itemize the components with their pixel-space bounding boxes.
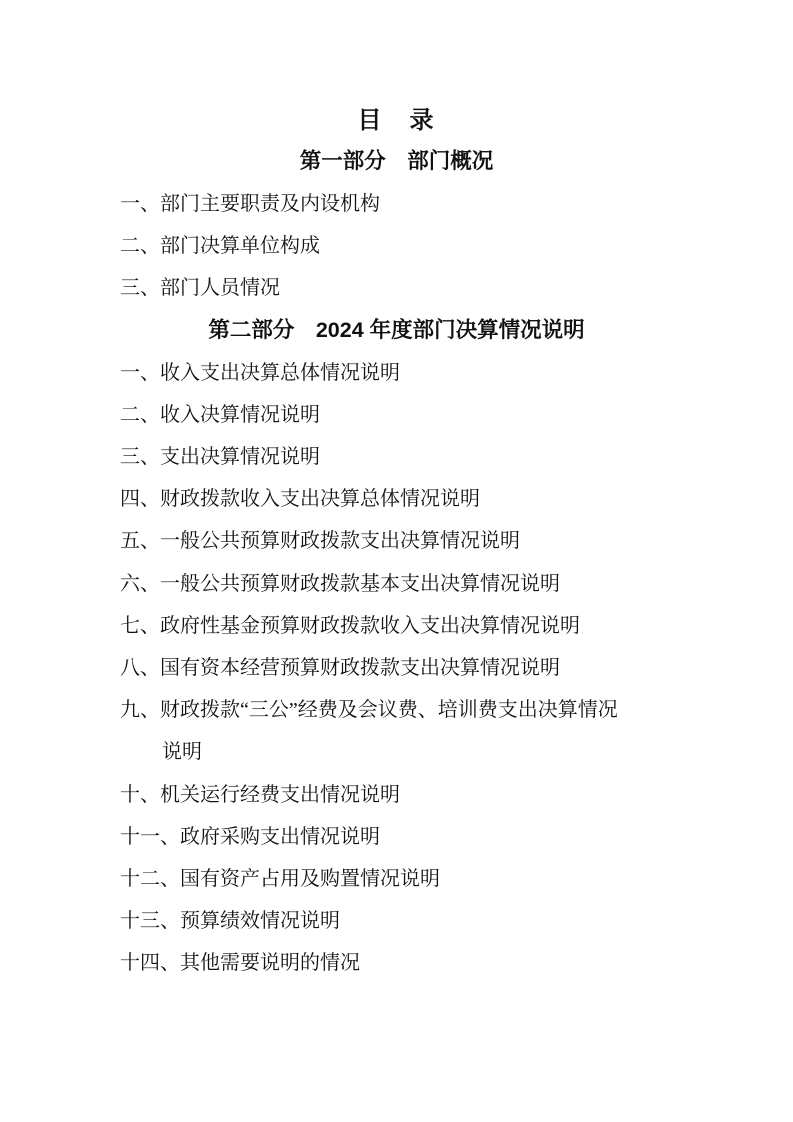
toc-item-part1-3: 三、部门人员情况	[120, 277, 280, 300]
toc-item-part2-14: 十四、其他需要说明的情况	[120, 952, 360, 975]
toc-item-part2-9-continuation: 说明	[162, 741, 202, 764]
toc-item-part1-2: 二、部门决算单位构成	[120, 235, 320, 258]
toc-item-part1-1: 一、部门主要职责及内设机构	[120, 192, 380, 215]
toc-title: 目 录	[357, 106, 436, 134]
toc-item-part2-6: 六、一般公共预算财政拨款基本支出决算情况说明	[120, 572, 560, 595]
toc-item-part2-7: 七、政府性基金预算财政拨款收入支出决算情况说明	[120, 614, 580, 637]
toc-item-part2-12: 十二、国有资产占用及购置情况说明	[120, 867, 440, 890]
part2-heading: 第二部分 2024 年度部门决算情况说明	[208, 317, 585, 342]
toc-item-part2-5: 五、一般公共预算财政拨款支出决算情况说明	[120, 530, 520, 553]
toc-item-part2-1: 一、收入支出决算总体情况说明	[120, 361, 400, 384]
toc-item-part2-9: 九、财政拨款“三公”经费及会议费、培训费支出决算情况	[120, 699, 618, 722]
part1-heading: 第一部分 部门概况	[299, 148, 494, 173]
toc-item-part2-8: 八、国有资本经营预算财政拨款支出决算情况说明	[120, 657, 560, 680]
toc-item-part2-3: 三、支出决算情况说明	[120, 446, 320, 469]
toc-item-part2-2: 二、收入决算情况说明	[120, 403, 320, 426]
toc-item-part2-4: 四、财政拨款收入支出决算总体情况说明	[120, 488, 480, 511]
toc-item-part2-11: 十一、政府采购支出情况说明	[120, 825, 380, 848]
toc-item-part2-13: 十三、预算绩效情况说明	[120, 910, 340, 933]
toc-item-part2-10: 十、机关运行经费支出情况说明	[120, 783, 400, 806]
